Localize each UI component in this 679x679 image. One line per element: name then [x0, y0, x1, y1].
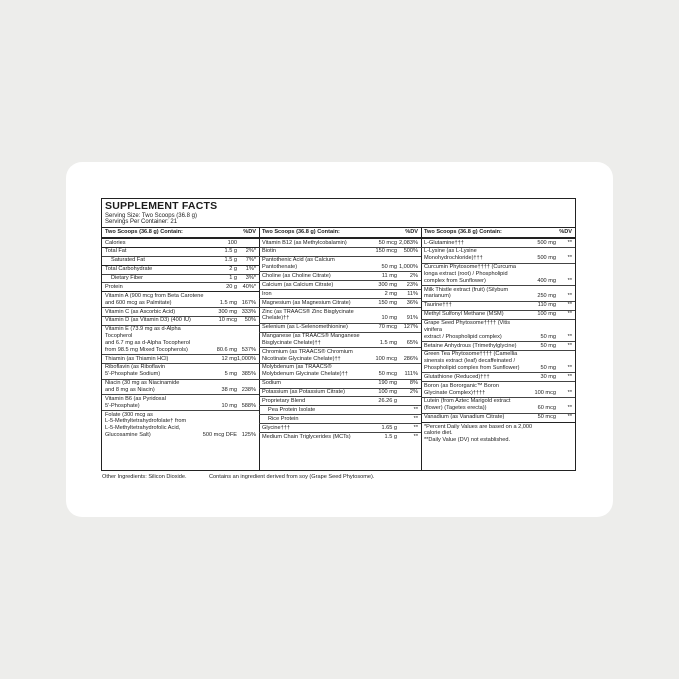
nutrient-amount: 12 mg [221, 355, 237, 362]
nutrient-amount: 100 mcg [534, 389, 556, 396]
nutrient-dv: 127% [403, 324, 418, 331]
nutrient-row [421, 398, 575, 414]
nutrient-row [259, 257, 421, 273]
nutrient-amount: 26.26 g [378, 397, 397, 404]
nutrient-amount: 500 mg [537, 239, 556, 246]
nutrient-row [421, 342, 575, 351]
nutrient-row [259, 406, 421, 415]
nutrient-amount: 190 mg [378, 380, 397, 387]
nutrient-dv: 8% [409, 380, 418, 387]
nutrient-row [102, 326, 259, 355]
nutrient-row [102, 275, 259, 284]
nutrient-row [102, 308, 259, 317]
nutrient-amount: 1.5 mg [379, 339, 397, 346]
nutrient-row [259, 308, 421, 324]
nutrient-row [102, 355, 259, 364]
nutrient-row [259, 248, 421, 257]
nutrient-name: Milk Thistle extract (fruit) (Silybum marianum) [424, 286, 509, 300]
nutrient-dv: 40%* [242, 283, 256, 290]
allergen-note: Contains an ingredient derived from soy (Grape Seed Phytosome). [209, 474, 375, 480]
nutrient-name: Curcumin Phytosome†††† (Curcuma longa extract (root) / Phospholipid complex from Sunflower) [424, 264, 517, 284]
other-ingredients: Other Ingredients: Silicon Dioxide. [102, 474, 187, 480]
column-header-label: Two Scoops (36.8 g) Contain: [424, 229, 502, 235]
nutrient-dv: ** [567, 389, 572, 396]
nutrient-amount: 11 mg [381, 272, 397, 279]
nutrient-dv: ** [413, 424, 418, 431]
nutrient-amount: 500 mcg DFE [202, 431, 237, 438]
nutrient-name: Total Fat [105, 248, 127, 255]
nutrient-amount: 100 mg [378, 389, 397, 396]
column-header-label: Two Scoops (36.8 g) Contain: [105, 229, 183, 235]
nutrient-name: Chromium (as TRAACS® Chromium Nicotinate Glycinate Chelate)†† [262, 348, 353, 362]
nutrient-amount: 1.65 g [381, 424, 397, 431]
nutrient-row [421, 264, 575, 286]
nutrient-name: Rice Protein [268, 415, 299, 422]
nutrient-dv: 2%* [245, 248, 256, 255]
dv-footnotes: *Percent Daily Values are based on a 2,000 calorie diet. **Daily Value (DV) not established. [424, 423, 533, 444]
column-header-dv: %DV [559, 229, 572, 235]
nutrient-dv: 385% [241, 371, 256, 378]
column-header [259, 227, 421, 239]
nutrient-amount: 2 mg [384, 290, 397, 297]
nutrient-dv: 588% [241, 402, 256, 409]
column-header-label: Two Scoops (36.8 g) Contain: [262, 229, 340, 235]
nutrient-dv: ** [413, 406, 418, 413]
nutrient-dv: ** [567, 239, 572, 246]
nutrient-row [259, 348, 421, 364]
nutrient-dv: ** [567, 333, 572, 340]
nutrient-name: Medium Chain Triglycerides (MCTs) [262, 433, 351, 440]
facts-column-1 [102, 227, 260, 470]
supplement-facts-panel [101, 198, 576, 471]
nutrient-amount: 1.5 mg [219, 299, 237, 306]
nutrient-name: Glutathione (Reduced)††† [424, 373, 490, 380]
nutrient-row [259, 364, 421, 380]
column-header [102, 227, 259, 239]
nutrient-name: Vitamin A (900 mcg from Beta Carotene and 600 mcg as Palmitate) [105, 292, 204, 306]
nutrient-row [421, 239, 575, 248]
facts-column-2 [259, 227, 422, 470]
nutrient-name: L-Glutamine††† [424, 239, 464, 246]
nutrient-row [259, 433, 421, 441]
nutrient-name: Protein [105, 283, 123, 290]
nutrient-row [259, 389, 421, 398]
nutrient-name: Choline (as Choline Citrate) [262, 272, 331, 279]
nutrient-name: Proprietary Blend [262, 397, 306, 404]
nutrient-dv: 3%* [245, 275, 256, 282]
nutrient-name: Total Carbohydrate [105, 266, 153, 273]
nutrient-name: Calories [105, 239, 126, 246]
column-3-rows [421, 239, 575, 423]
nutrient-row [259, 281, 421, 290]
nutrient-name: Vitamin B12 (as Methylcobalamin) [262, 239, 347, 246]
nutrient-dv: 111% [404, 371, 418, 378]
nutrient-dv: 1%* [245, 266, 256, 273]
nutrient-amount: 1.5 g [384, 433, 397, 440]
nutrient-dv: 1,000% [399, 264, 418, 271]
nutrient-amount: 60 mcg [537, 405, 556, 412]
nutrient-amount: 110 mg [537, 302, 556, 309]
nutrient-dv: 286% [403, 355, 418, 362]
nutrient-dv: 125% [241, 431, 256, 438]
nutrient-row [421, 248, 575, 264]
nutrient-row [421, 311, 575, 320]
nutrient-row [259, 299, 421, 308]
nutrient-amount: 50 mcg [378, 371, 397, 378]
nutrient-amount: 50 mcg [378, 239, 397, 246]
nutrient-row [102, 292, 259, 308]
column-1-rows [102, 239, 259, 439]
nutrient-name: Vitamin D (as Vitamin D3) (400 IU) [105, 317, 191, 324]
nutrient-amount: 150 mg [378, 299, 397, 306]
serving-size: Serving Size: Two Scoops (36.8 g) [105, 213, 197, 219]
nutrient-row [102, 411, 259, 439]
nutrient-name: Green Tea Phytosome†††† (Camellia sinensis extract (leaf) decaffeinated / Phospholipid complex from Sunflower) [424, 351, 520, 371]
nutrient-amount: 80.6 mg [216, 346, 237, 353]
nutrient-dv: 1,000% [237, 355, 256, 362]
nutrient-name: Pantothenic Acid (as Calcium Pantothenate) [262, 257, 335, 271]
nutrient-dv: 2% [409, 389, 418, 396]
nutrient-amount: 2 g [229, 266, 237, 273]
nutrient-dv: 50% [244, 317, 256, 324]
nutrient-amount: 100 mcg [375, 355, 397, 362]
nutrient-dv: ** [413, 433, 418, 440]
column-header-dv: %DV [243, 229, 256, 235]
nutrient-amount: 100 mg [537, 311, 556, 318]
nutrient-amount: 1 g [229, 275, 237, 282]
nutrient-name: Pea Protein Isolate [268, 406, 316, 413]
nutrient-name: Molybdenum (as TRAACS® Molybdenum Glycinate Chelate)†† [262, 364, 348, 378]
facts-column-3 [421, 227, 575, 470]
nutrient-row [259, 415, 421, 424]
nutrient-name: Glycine††† [262, 424, 290, 431]
nutrient-name: Potassium (as Potassium Citrate) [262, 389, 345, 396]
nutrient-dv: 2% [409, 272, 418, 279]
nutrient-row [102, 266, 259, 275]
nutrient-name: Vanadium (as Vanadium Citrate) [424, 414, 505, 421]
nutrient-dv: ** [567, 293, 572, 300]
nutrient-row [102, 364, 259, 380]
nutrient-amount: 50 mg [540, 365, 556, 371]
nutrient-dv: 537% [241, 346, 256, 353]
nutrient-dv: 500% [403, 248, 418, 255]
nutrient-name: Manganese (as TRAACS® Manganese Bisglycinate Chelate)†† [262, 333, 360, 346]
nutrient-dv: ** [413, 415, 418, 422]
nutrient-name: Vitamin C (as Ascorbic Acid) [105, 308, 176, 315]
nutrient-dv: 167% [241, 299, 256, 306]
nutrient-name: Grape Seed Phytosome†††† (Vitis vinifera extract / Phospholipid complex) [424, 320, 511, 340]
nutrient-amount: 10 mcg [218, 317, 237, 324]
nutrient-amount: 400 mg [537, 277, 556, 284]
nutrient-row [259, 424, 421, 433]
nutrient-name: Methyl Sulfonyl Methane (MSM) [424, 311, 504, 318]
nutrient-row [102, 283, 259, 292]
nutrient-row [421, 382, 575, 398]
nutrient-dv: ** [567, 405, 572, 412]
nutrient-amount: 500 mg [537, 255, 556, 262]
nutrient-name: Calcium (as Calcium Citrate) [262, 281, 334, 288]
nutrient-name: Folate (300 mcg as L-5-Methyltetrahydrofolate† from L-5-Methyltetrahydrofolic Acid, Glucosamine Salt) [105, 411, 187, 438]
column-header-dv: %DV [405, 229, 418, 235]
nutrient-name: Biotin [262, 248, 276, 255]
nutrient-row [421, 414, 575, 423]
nutrient-dv: 2,083% [399, 239, 418, 246]
nutrient-dv: 11% [407, 290, 418, 297]
nutrient-name: Saturated Fat [111, 257, 145, 264]
nutrient-amount: 20 g [226, 283, 237, 290]
nutrient-row [259, 333, 421, 349]
nutrient-name: Niacin (30 mg as Niacinamide and 8 mg as Niacin) [105, 380, 180, 393]
nutrient-dv: 7%* [245, 257, 256, 264]
nutrient-amount: 10 mg [381, 315, 397, 322]
nutrient-amount: 50 mcg [537, 414, 556, 421]
nutrient-dv: ** [567, 373, 572, 380]
nutrient-name: Magnesium (as Magnesium Citrate) [262, 299, 351, 306]
nutrient-row [421, 373, 575, 382]
nutrient-amount: 1.5 g [224, 257, 237, 264]
nutrient-amount: 100 [227, 239, 237, 246]
nutrient-name: Betaine Anhydrous (Trimethylglycine) [424, 342, 517, 349]
nutrient-amount: 38 mg [221, 386, 237, 393]
nutrient-dv: 65% [406, 339, 418, 346]
nutrient-amount: 5 mg [224, 371, 237, 378]
servings-per-container: Servings Per Container: 21 [105, 219, 178, 225]
nutrient-dv: 333% [241, 308, 256, 315]
nutrient-dv: ** [567, 342, 572, 349]
nutrient-row [102, 248, 259, 257]
nutrient-row [421, 302, 575, 311]
nutrient-amount: 70 mcg [378, 324, 397, 331]
nutrient-name: Riboflavin (as Riboflavin 5'-Phosphate Sodium) [105, 364, 166, 378]
nutrient-dv: 36% [406, 299, 418, 306]
nutrient-amount: 10 mg [221, 402, 237, 409]
nutrient-row [259, 324, 421, 333]
nutrient-dv: ** [567, 255, 572, 262]
nutrient-dv: ** [567, 302, 572, 309]
nutrient-dv: ** [567, 277, 572, 284]
nutrient-amount: 300 mg [218, 308, 237, 315]
nutrient-row [259, 380, 421, 389]
nutrient-name: Boron (as Bororganic™ Boron Glycinate Complex)†††† [424, 382, 499, 396]
nutrient-dv: ** [567, 365, 572, 371]
nutrient-name: Vitamin B6 (as Pyridoxal 5'-Phosphate) [105, 395, 166, 409]
nutrient-row [421, 286, 575, 302]
column-header [421, 227, 575, 239]
nutrient-row [259, 290, 421, 299]
nutrient-amount: 1.5 g [224, 248, 237, 255]
nutrient-name: Vitamin E (73.9 mg as d-Alpha Tocopherol and 6.7 mg as d-Alpha Tocopherol from 98.5 mg Mixed Tocopherols) [105, 326, 191, 353]
column-2-rows [259, 239, 421, 441]
nutrient-row [102, 380, 259, 396]
nutrient-row [102, 395, 259, 411]
nutrient-dv: 91% [406, 315, 418, 322]
nutrient-name: Zinc (as TRAACS® Zinc Bisglycinate Chelate)†† [262, 308, 354, 322]
nutrient-name: Selenium (as L-Selenomethionine) [262, 324, 348, 331]
nutrient-amount: 150 mcg [375, 248, 397, 255]
nutrient-row [102, 257, 259, 266]
nutrient-row [102, 239, 259, 248]
nutrient-name: Iron [262, 290, 272, 297]
nutrient-name: Sodium [262, 380, 281, 387]
nutrient-name: Lutein (from Aztec Marigold extract (flower) (Tagetes erecta)) [424, 398, 511, 412]
nutrient-row [259, 239, 421, 248]
nutrient-amount: 50 mg [540, 342, 556, 349]
nutrient-amount: 50 mg [540, 333, 556, 340]
nutrient-amount: 30 mg [540, 373, 556, 380]
nutrient-row [421, 320, 575, 342]
nutrient-name: Dietary Fiber [111, 275, 144, 282]
nutrient-dv: 23% [406, 281, 418, 288]
nutrient-row [421, 351, 575, 373]
nutrient-dv: ** [567, 414, 572, 421]
nutrient-name: Taurine††† [424, 302, 452, 309]
nutrient-dv: ** [567, 311, 572, 318]
nutrient-row [259, 397, 421, 406]
nutrient-row [259, 272, 421, 281]
nutrient-amount: 250 mg [537, 293, 556, 300]
nutrient-name: L-Lysine (as L-Lysine Monohydrochloride)††† [424, 248, 483, 262]
nutrient-amount: 50 mg [381, 264, 397, 271]
nutrient-row [102, 317, 259, 326]
nutrient-name: Thiamin (as Thiamin HCl) [105, 355, 169, 362]
nutrient-amount: 300 mg [378, 281, 397, 288]
panel-title: SUPPLEMENT FACTS [105, 200, 218, 212]
nutrient-dv: 238% [241, 386, 256, 393]
